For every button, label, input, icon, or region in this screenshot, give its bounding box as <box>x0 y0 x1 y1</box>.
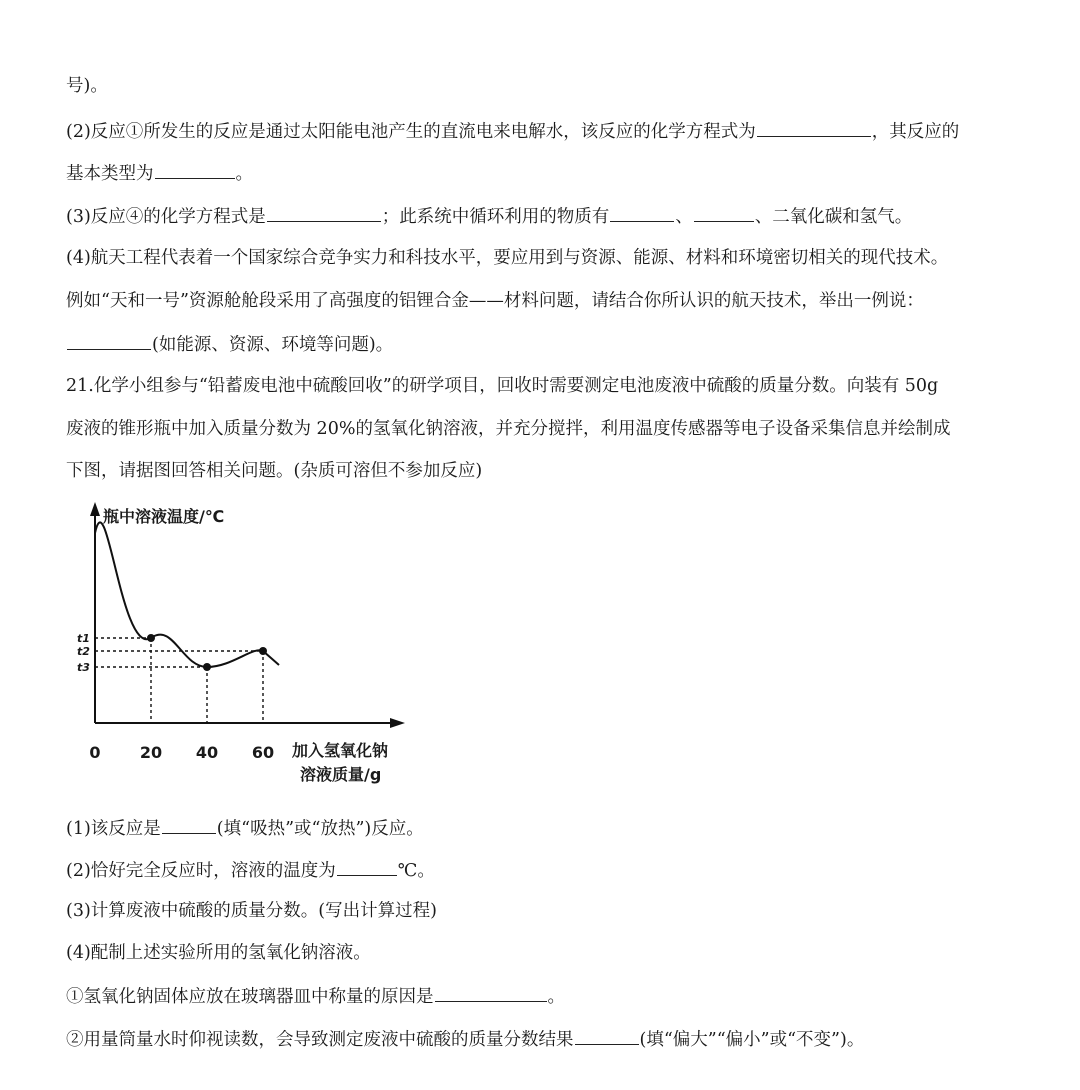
line-text: ②用量筒量水时仰视读数，会导致测定废液中硫酸的质量分数结果 <box>66 1030 574 1050</box>
line-text: 、二氧化碳和氢气。 <box>754 207 913 227</box>
line-text: (4)配制上述实验所用的氢氧化钠溶液。 <box>66 943 371 963</box>
question-4-line <box>66 246 1040 270</box>
answer-blank[interactable] <box>267 203 381 222</box>
line-text: 例如“天和一号”资源舱舱段采用了高强度的铝锂合金——材料问题，请结合你所认识的航天技术，举出一例说： <box>66 291 924 311</box>
text-line <box>66 74 1040 98</box>
answer-blank[interactable] <box>757 118 871 137</box>
line-text: (填“吸热”或“放热”)反应。 <box>216 819 424 839</box>
sub-question-1 <box>66 815 1040 841</box>
answer-blank[interactable] <box>162 815 216 834</box>
line-text: 、 <box>675 207 693 227</box>
question-21-line <box>66 374 1040 398</box>
y-axis-arrow <box>90 502 100 516</box>
question-3-line <box>66 203 1040 229</box>
x-axis-arrow <box>390 718 405 728</box>
x-tick-label: 60 <box>251 743 275 762</box>
x-tick-label: 0 <box>89 743 101 762</box>
question-2-line <box>66 118 1040 144</box>
x-tick-label: 20 <box>139 743 163 762</box>
line-text: ①氢氧化钠固体应放在玻璃器皿中称量的原因是 <box>66 987 434 1007</box>
sub-question-2 <box>66 857 1040 883</box>
sub-question-4 <box>66 941 1040 965</box>
line-text: ℃。 <box>397 861 435 881</box>
answer-blank[interactable] <box>337 857 397 876</box>
line-text: (3)反应④的化学方程式是 <box>66 207 266 227</box>
line-text: ；此系统中循环利用的物质有 <box>381 207 610 227</box>
answer-blank[interactable] <box>575 1026 639 1045</box>
y-tick-label: t3 <box>77 661 90 674</box>
x-axis-label-line2: 溶液质量/g <box>300 765 382 784</box>
line-text: (4)航天工程代表着一个国家综合竞争实力和科技水平，要应用到与资源、能源、材料和环境密切相关的现代技术。 <box>66 248 949 268</box>
line-text: (填“偏大”“偏小”或“不变”)。 <box>639 1030 865 1050</box>
y-tick-label: t2 <box>77 645 90 658</box>
answer-blank[interactable] <box>435 983 547 1002</box>
question-4-line-cont <box>66 289 1040 313</box>
question-4-line-cont2 <box>66 331 1040 357</box>
answer-blank[interactable] <box>694 203 754 222</box>
answer-blank[interactable] <box>155 160 235 179</box>
line-text: (3)计算废液中硫酸的质量分数。(写出计算过程) <box>66 901 437 921</box>
line-text: 废液的锥形瓶中加入质量分数为 20%的氢氧化钠溶液，并充分搅拌，利用温度传感器等电子设备采集信息并绘制成 <box>66 419 951 439</box>
y-axis-label: 瓶中溶液温度/℃ <box>103 507 225 526</box>
line-text: (2)恰好完全反应时，溶液的温度为 <box>66 861 336 881</box>
sub-question-3 <box>66 899 1040 923</box>
answer-blank[interactable] <box>610 203 674 222</box>
x-axis-label-line1: 加入氢氧化钠 <box>292 741 389 760</box>
line-text: 下图，请据图回答相关问题。(杂质可溶但不参加反应) <box>66 461 483 481</box>
line-text: 号)。 <box>66 76 108 96</box>
answer-blank[interactable] <box>67 331 151 350</box>
question-21-line-cont2 <box>66 459 1040 483</box>
line-text: (如能源、资源、环境等问题)。 <box>152 335 394 355</box>
line-text: ，其反应的 <box>871 122 960 142</box>
sub-question-4-2 <box>66 1026 1040 1052</box>
line-text: (1)该反应是 <box>66 819 161 839</box>
question-21-line-cont <box>66 417 1040 441</box>
data-point <box>147 634 155 642</box>
line-text: (2)反应①所发生的反应是通过太阳能电池产生的直流电来电解水，该反应的化学方程式为 <box>66 122 756 142</box>
line-text: 21.化学小组参与“铅蓄废电池中硫酸回收”的研学项目，回收时需要测定电池废液中硫酸的质量分数。向装有 50g <box>66 376 939 396</box>
data-point <box>259 647 267 655</box>
question-2-line-cont <box>66 160 1040 186</box>
temperature-chart <box>60 496 430 796</box>
line-text: 。 <box>547 987 565 1007</box>
data-point <box>203 663 211 671</box>
x-tick-label: 40 <box>195 743 219 762</box>
line-text: 基本类型为 <box>66 164 154 184</box>
sub-question-4-1 <box>66 983 1040 1009</box>
y-tick-label: t1 <box>77 632 90 645</box>
series-line <box>95 522 279 667</box>
line-text: 。 <box>235 164 253 184</box>
